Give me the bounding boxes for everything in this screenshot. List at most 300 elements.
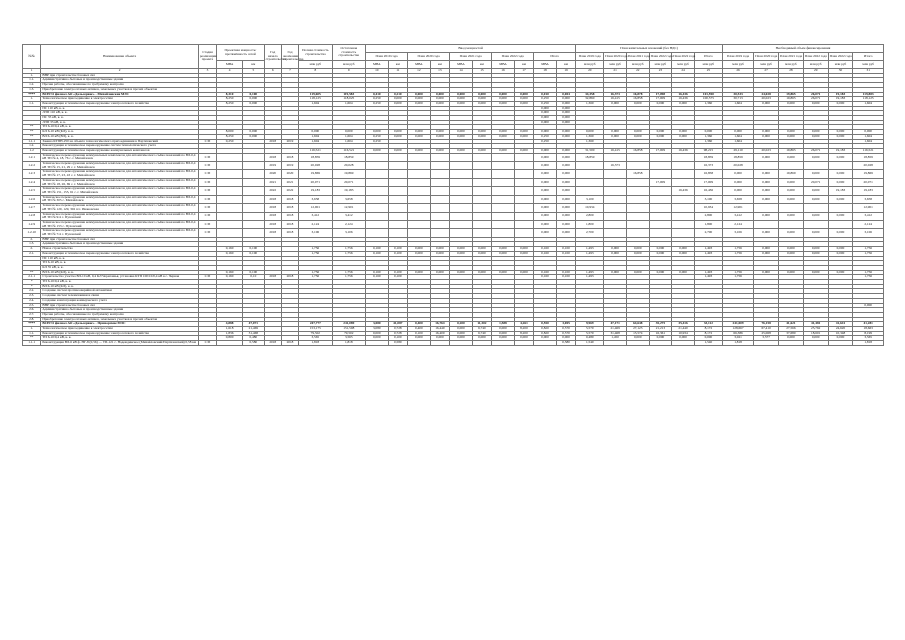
value-cell: 19,183	[828, 187, 853, 195]
value-cell: 1,493	[576, 247, 604, 252]
value-cell: 0,000	[492, 97, 515, 102]
value-cell: 153,175	[299, 327, 332, 332]
value-cell: 18,859	[576, 153, 604, 161]
value-cell: 0,100	[243, 247, 265, 252]
value-cell: 5,570	[576, 331, 604, 336]
value-cell: 1,540	[694, 341, 722, 346]
value-cell: 16,436	[672, 148, 695, 153]
value-cell	[626, 229, 649, 237]
value-cell: 0,160	[534, 270, 557, 275]
column-number: 30	[828, 69, 853, 74]
value-cell	[388, 220, 407, 228]
value-cell: 0,000	[672, 134, 695, 139]
value-cell	[604, 153, 627, 161]
value-cell	[604, 195, 627, 203]
value-cell	[492, 195, 515, 203]
fin-2022-header: План 2022 года	[649, 53, 672, 61]
value-cell: 1,493	[694, 251, 722, 256]
value-cell: 0,000	[492, 247, 515, 252]
value-cell	[803, 162, 828, 170]
value-cell: 25,068	[754, 331, 779, 336]
value-cell	[388, 204, 407, 212]
value-cell	[430, 212, 449, 220]
value-cell	[604, 170, 627, 178]
value-cell: 0,000	[388, 148, 407, 153]
value-cell	[492, 220, 515, 228]
value-cell: 3,658	[722, 195, 753, 203]
value-cell	[450, 178, 473, 186]
row-number: 2.6.	[23, 308, 41, 313]
value-cell: 98,215	[694, 148, 722, 153]
value-cell: 0,250	[534, 101, 557, 106]
value-cell: 2018	[281, 341, 298, 346]
value-cell: 1,604	[332, 139, 365, 144]
value-cell	[243, 162, 265, 170]
value-cell: 1,756	[332, 251, 365, 256]
value-cell: 0,160	[217, 251, 243, 256]
value-cell: 4,261	[514, 322, 533, 327]
value-cell	[803, 341, 828, 346]
value-cell: 8,172	[694, 327, 722, 332]
object-name: ПС 110 кВ, к. к.	[41, 106, 199, 111]
value-cell	[576, 187, 604, 195]
value-cell: 0,000	[779, 229, 804, 237]
column-number: 3	[198, 69, 216, 74]
value-cell	[803, 220, 828, 228]
value-cell: 17,009	[694, 178, 722, 186]
value-cell: 0,000	[472, 270, 491, 275]
value-cell	[754, 204, 779, 212]
unit-header: млн руб	[694, 61, 722, 69]
value-cell: 0,000	[556, 148, 575, 153]
value-cell: 0,000	[472, 134, 491, 139]
value-cell: 16,361	[649, 331, 672, 336]
value-cell: 0,000	[430, 336, 449, 341]
value-cell: 20,071	[332, 178, 365, 186]
project-stage: С/П	[198, 212, 216, 220]
value-cell	[514, 178, 533, 186]
value-cell: 12,901	[299, 204, 332, 212]
input-2019-header: План 2019 года	[365, 53, 407, 61]
value-cell	[217, 341, 243, 346]
value-cell: 1,756	[853, 270, 884, 275]
value-cell: 3,080	[365, 322, 388, 327]
row-number: 1.3.	[23, 242, 41, 247]
value-cell	[672, 195, 695, 203]
value-cell: 1,756	[722, 251, 753, 256]
column-number: 9	[332, 69, 365, 74]
value-cell	[779, 341, 804, 346]
project-stage: С/П	[198, 187, 216, 195]
row-number: 1.1.	[23, 78, 41, 83]
row-number: **	[23, 134, 41, 139]
value-cell: 0,100	[556, 270, 575, 275]
value-cell	[450, 212, 473, 220]
value-cell: 16,373	[604, 162, 627, 170]
value-cell	[365, 187, 388, 195]
column-number: 23	[649, 69, 672, 74]
column-number: 22	[626, 69, 649, 74]
value-cell: 0,000	[534, 130, 557, 135]
value-cell: 0,000	[472, 92, 491, 97]
value-cell: 67,410	[754, 327, 779, 332]
value-cell: 1,818	[332, 341, 365, 346]
value-cell: 0,000	[803, 130, 828, 135]
value-cell: 2018	[264, 275, 281, 280]
column-number: 20	[576, 69, 604, 74]
value-cell: 0,000	[722, 187, 753, 195]
value-cell: 0,000	[672, 101, 695, 106]
value-cell: 2021	[281, 178, 298, 186]
value-cell	[408, 220, 431, 228]
value-cell: 0,000	[388, 97, 407, 102]
table-row	[23, 204, 884, 212]
value-cell: 18,859	[299, 153, 332, 161]
value-cell	[514, 229, 533, 237]
value-cell: 17,098	[649, 92, 672, 97]
value-cell: 0,000	[430, 270, 449, 275]
value-cell	[514, 204, 533, 212]
value-cell: 2018	[264, 220, 281, 228]
value-cell	[604, 220, 627, 228]
value-cell	[626, 178, 649, 186]
value-cell: 0,000	[514, 97, 533, 102]
column-number: 27	[754, 69, 779, 74]
value-cell: 0,000	[472, 251, 491, 256]
value-cell: 0,000	[828, 153, 853, 161]
value-cell: 0,000	[779, 130, 804, 135]
value-cell: 0,000	[626, 336, 649, 341]
value-cell: 24,028	[754, 92, 779, 97]
value-cell	[492, 162, 515, 170]
value-cell	[430, 162, 449, 170]
value-cell	[217, 178, 243, 186]
value-cell: 0,570	[556, 331, 575, 336]
value-cell: 17,009	[649, 97, 672, 102]
value-cell	[430, 187, 449, 195]
project-stage: С/П	[198, 220, 216, 228]
object-name: Административно-бытовые и производственные здания	[41, 78, 199, 83]
value-cell: 8,310	[217, 92, 243, 97]
value-cell	[450, 229, 473, 237]
unit-header: млн руб	[672, 61, 695, 69]
row-number: **	[23, 336, 41, 341]
value-cell: 19,865	[779, 92, 804, 97]
value-cell	[388, 212, 407, 220]
value-cell: 0,000	[514, 251, 533, 256]
value-cell	[243, 212, 265, 220]
value-cell: 21,469	[604, 327, 627, 332]
value-cell	[828, 341, 853, 346]
value-cell: 0,000	[803, 134, 828, 139]
value-cell: 18,859	[332, 153, 365, 161]
value-cell: 0,000	[803, 251, 828, 256]
value-cell: 2018	[281, 204, 298, 212]
object-name: ВСЕГО филиал АО «Дальсервис» - Михайловские МЭС	[41, 92, 199, 97]
value-cell	[388, 153, 407, 161]
unit-header: км	[556, 61, 575, 69]
value-cell	[492, 341, 515, 346]
object-name: Реконструкция и техническое перевооружение систем технологического учета	[41, 144, 199, 149]
row-number: 2.1.1	[23, 275, 41, 280]
value-cell: 0,000	[754, 187, 779, 195]
value-cell: 3,106	[853, 229, 884, 237]
value-cell: 0,000	[754, 229, 779, 237]
value-cell: 16,415	[604, 97, 627, 102]
value-cell	[626, 220, 649, 228]
value-cell: 1,604	[299, 134, 332, 139]
row-number: 1.2.4	[23, 178, 41, 186]
value-cell: 0,100	[388, 251, 407, 256]
value-cell: 2,124	[299, 220, 332, 228]
value-cell: 0,000	[828, 130, 853, 135]
value-cell	[649, 229, 672, 237]
unit-header: км	[243, 61, 265, 69]
value-cell: 0,000	[534, 153, 557, 161]
value-cell: 1,604	[853, 134, 884, 139]
value-cell: 0,000	[828, 247, 853, 252]
value-cell	[365, 212, 388, 220]
value-cell: 0,000	[556, 187, 575, 195]
value-cell: 66,386	[722, 331, 753, 336]
value-cell	[450, 341, 473, 346]
value-cell: 1,800	[576, 220, 604, 228]
value-cell	[649, 153, 672, 161]
value-cell	[649, 187, 672, 195]
value-cell	[472, 162, 491, 170]
value-cell	[450, 153, 473, 161]
value-cell: 0,000	[779, 153, 804, 161]
value-cell	[514, 195, 533, 203]
value-cell: 0,100	[388, 336, 407, 341]
value-cell: 0,000	[604, 134, 627, 139]
value-cell: 0,000	[754, 101, 779, 106]
value-cell: 0,000	[408, 251, 431, 256]
row-number: 1.2.6	[23, 195, 41, 203]
value-cell: 0,160	[217, 247, 243, 252]
value-cell: 0,000	[430, 97, 449, 102]
project-stage: С/П	[198, 178, 216, 186]
value-cell: 0,250	[534, 97, 557, 102]
value-cell: 1,756	[853, 247, 884, 252]
value-cell: 3,106	[332, 229, 365, 237]
object-name: Создание систем противоаварийной автоматики	[41, 289, 199, 294]
value-cell: 0,000	[779, 195, 804, 203]
value-cell: 0,000	[803, 187, 828, 195]
unit-header: млн руб	[828, 61, 853, 69]
value-cell: 241,009	[722, 322, 753, 327]
value-cell	[450, 195, 473, 203]
value-cell: 47,071	[243, 322, 265, 327]
value-cell: 0,100	[243, 270, 265, 275]
value-cell	[450, 187, 473, 195]
table-row	[23, 341, 884, 346]
value-cell: 0,000	[388, 130, 407, 135]
value-cell: 0,000	[388, 134, 407, 139]
value-cell: 0,000	[556, 170, 575, 178]
row-number: 2.8.	[23, 317, 41, 322]
object-name: Реконструкция и техническое перевооружение электросетевого хозяйства	[41, 101, 199, 106]
value-cell: 0,000	[626, 251, 649, 256]
value-cell: 1,818	[853, 341, 884, 346]
value-cell: 16,400	[430, 331, 449, 336]
value-cell: 0,000	[626, 134, 649, 139]
value-cell: 1,360	[576, 139, 604, 144]
value-cell: 3,695	[556, 322, 575, 327]
value-cell: 13,574	[626, 331, 649, 336]
value-cell: 0,000	[722, 130, 753, 135]
value-cell: 3,565	[299, 336, 332, 341]
value-cell: 8,200	[514, 327, 533, 332]
value-cell: 0,160	[365, 270, 388, 275]
value-cell	[779, 220, 804, 228]
value-cell	[472, 153, 491, 161]
fin-2021-header: План 2021 года	[626, 53, 649, 61]
value-cell	[754, 220, 779, 228]
value-cell: 3,565	[332, 336, 365, 341]
column-number: 29	[803, 69, 828, 74]
value-cell: 0,210	[388, 92, 407, 97]
value-cell	[604, 187, 627, 195]
object-name: Реконструкция ВЛ-6 кВ ф. НГ-8 (0,56) — ТП-121 с. Надеждинское (Михайловский/Партизанский) 0,58 км	[41, 341, 199, 346]
unit-header: млн руб	[299, 61, 332, 69]
value-cell	[576, 178, 604, 186]
column-number: 19	[556, 69, 575, 74]
value-cell: 0,000	[450, 327, 473, 332]
value-cell: 0,000	[754, 247, 779, 252]
row-number: 2.	[23, 247, 41, 252]
value-cell	[243, 195, 265, 203]
value-cell: 0,000	[828, 251, 853, 256]
value-cell	[626, 195, 649, 203]
value-cell: 0,000	[803, 101, 828, 106]
value-cell: 2,124	[853, 220, 884, 228]
value-cell: 0,000	[722, 178, 753, 186]
value-cell: 25,762	[803, 327, 828, 332]
value-cell: 119,583	[332, 92, 365, 97]
value-cell: 0,000	[450, 97, 473, 102]
column-number: 4	[217, 69, 243, 74]
value-cell: 2019	[281, 139, 298, 144]
value-cell: 0,000	[604, 130, 627, 135]
value-cell: 116,521	[853, 148, 884, 153]
row-number: 1.2.10	[23, 229, 41, 237]
row-number: 1.1.	[23, 101, 41, 106]
value-cell: 1,604	[853, 139, 884, 144]
row-number: 1.1.1	[23, 139, 41, 144]
value-cell	[450, 170, 473, 178]
value-cell	[243, 229, 265, 237]
value-cell	[365, 170, 388, 178]
value-cell: 0,000	[472, 97, 491, 102]
value-cell: 12,901	[722, 204, 753, 212]
value-cell: 0,000	[472, 130, 491, 135]
value-cell: 128,667	[722, 327, 753, 332]
value-cell: 0,000	[604, 251, 627, 256]
value-cell	[779, 162, 804, 170]
row-number: *	[23, 280, 41, 285]
value-cell: 0,000	[754, 251, 779, 256]
value-cell: 0,000	[604, 247, 627, 252]
value-cell: 1,756	[299, 275, 332, 280]
fin-group-header: План капитальных вложений (без НДС)	[576, 45, 723, 53]
object-name: Прочие работы, обоснованные по требуемому контролю	[41, 312, 199, 317]
value-cell: 16,858	[626, 97, 649, 102]
unit-header: млн руб	[332, 61, 365, 69]
value-cell: 0,004	[556, 92, 575, 97]
object-name: Техническое перевооружение коммунальных комплексов для автоматического съёма показаний по ВЛ-0,4 кВ ТП № 305 с. Михайловск	[41, 195, 199, 203]
project-stage: С/П	[198, 195, 216, 203]
value-cell	[408, 153, 431, 161]
value-cell: 0,000	[514, 92, 533, 97]
value-cell: 0,000	[430, 251, 449, 256]
column-number: 8	[299, 69, 332, 74]
value-cell	[388, 178, 407, 186]
value-cell: 0,000	[556, 97, 575, 102]
value-cell	[388, 187, 407, 195]
col-power-header: Проектная мощность/ протяжённость сетей	[217, 45, 264, 61]
value-cell: 0,000	[672, 130, 695, 135]
value-cell: 0,10	[243, 275, 265, 280]
value-cell: 0,100	[243, 92, 265, 97]
value-cell	[649, 204, 672, 212]
object-name: ВЛ 6-10 кВ (ВЛ), к. к.	[41, 134, 199, 139]
value-cell: 3,100	[694, 195, 722, 203]
value-cell: 18,663	[853, 327, 884, 332]
value-cell: 2018	[281, 212, 298, 220]
project-stage: С/П	[198, 162, 216, 170]
value-cell: 17,009	[649, 148, 672, 153]
value-cell: 0,000	[754, 270, 779, 275]
value-cell: 20,028	[722, 162, 753, 170]
col-end-header: Год окончания строительства	[281, 45, 298, 69]
unit-header: км	[388, 61, 407, 69]
project-stage: С/П	[198, 341, 216, 346]
value-cell: 0,000	[556, 204, 575, 212]
value-cell: 0,000	[408, 92, 431, 97]
object-name: ЛЭП 110 кВ, к. к.	[41, 111, 199, 116]
value-cell: 1,540	[576, 341, 604, 346]
unit-header: км	[430, 61, 449, 69]
value-cell: 16,415	[604, 148, 627, 153]
value-cell: 0,000	[604, 101, 627, 106]
value-cell: 3,412	[853, 212, 884, 220]
value-cell: 1,756	[332, 275, 365, 280]
value-cell: 1,450	[604, 336, 627, 341]
column-number: 1	[23, 69, 41, 74]
value-cell: 2018	[264, 139, 281, 144]
object-name: ВСЕГО филиал АО «Дальсервис» - Приморские МЭС	[41, 322, 199, 327]
value-cell	[430, 229, 449, 237]
value-cell: 1,618	[217, 327, 243, 332]
value-cell: 1,493	[576, 275, 604, 280]
value-cell	[365, 153, 388, 161]
value-cell: 2018	[264, 204, 281, 212]
value-cell: 16,858	[694, 170, 722, 178]
value-cell: 10,934	[694, 204, 722, 212]
value-cell	[649, 212, 672, 220]
object-name: Приобретение электросетевых активов, земельных участков и прочих объектов	[41, 317, 199, 322]
value-cell	[514, 153, 533, 161]
value-cell: 0,570	[556, 327, 575, 332]
value-cell: 0,000	[365, 331, 388, 336]
row-number: 1.2.7	[23, 204, 41, 212]
value-cell: 0,000	[450, 336, 473, 341]
value-cell: 0,000	[408, 101, 431, 106]
column-number: 31	[853, 69, 884, 74]
value-cell	[365, 220, 388, 228]
value-cell	[472, 229, 491, 237]
